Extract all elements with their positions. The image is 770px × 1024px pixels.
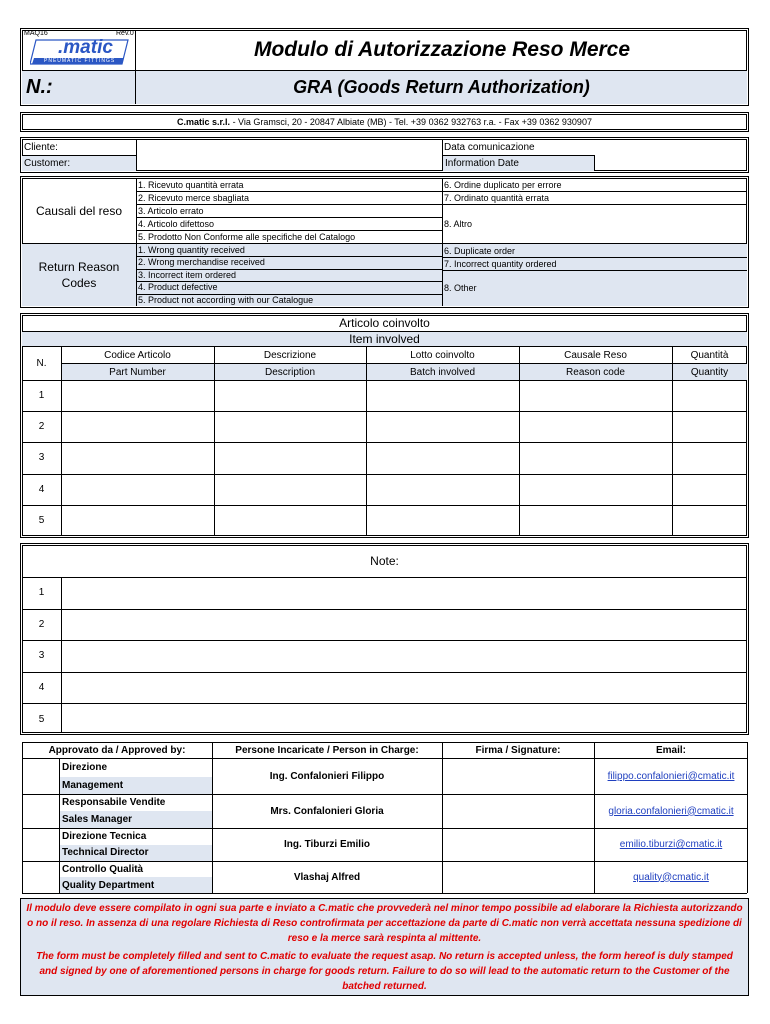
items-col-header-it: Descrizione <box>263 349 317 361</box>
approval-email-link[interactable]: filippo.confalonieri@cmatic.it <box>607 771 735 782</box>
items-cell-input[interactable] <box>215 381 365 410</box>
items-cell-input[interactable] <box>62 443 213 472</box>
items-cell-input[interactable] <box>520 475 671 504</box>
items-cell-input[interactable] <box>215 412 365 441</box>
revision: Rev.0 <box>116 30 134 37</box>
approval-header: Approvato da / Approved by: <box>48 744 186 756</box>
approval-role-en: Technical Director <box>60 845 212 862</box>
address-bar <box>20 112 749 132</box>
reason-it-item: 6. Ordine duplicato per errore <box>444 179 562 190</box>
doc-code: MAQ16 <box>24 30 48 37</box>
reason-en-item: 5. Product not according with our Catalogue <box>138 294 314 305</box>
items-col-header-en: Batch involved <box>409 366 476 378</box>
form-title: Modulo di Autorizzazione Reso Merce <box>253 38 631 61</box>
items-cell-input[interactable] <box>520 381 671 410</box>
items-col-header-it: Causale Reso <box>564 349 627 361</box>
approval-email-cell <box>595 794 747 828</box>
approval-header: Persone Incaricate / Person in Charge: <box>235 744 419 756</box>
items-title-it: Articolo coinvolto <box>339 316 430 330</box>
data-comunicazione-label: Data comunicazione <box>444 141 535 153</box>
approval-email-cell <box>595 759 747 794</box>
items-cell-input[interactable] <box>367 475 518 504</box>
approval-role-it: Direzione Tecnica <box>62 830 147 842</box>
approval-person: Mrs. Confalonieri Gloria <box>270 805 384 817</box>
items-cell-input[interactable] <box>215 443 365 472</box>
cliente-label: Cliente: <box>24 141 58 153</box>
cmatic-logo <box>30 38 130 68</box>
notes-row-number: 2 <box>38 618 45 630</box>
notes-input[interactable] <box>62 704 746 734</box>
approval-email-link[interactable]: emilio.tiburzi@cmatic.it <box>619 839 723 850</box>
approval-email-link[interactable]: gloria.confalonieri@cmatic.it <box>608 805 734 817</box>
items-col-header-it: Codice Articolo <box>104 349 171 361</box>
items-title-en: Item involved <box>349 331 420 346</box>
items-cell-input[interactable] <box>673 475 746 504</box>
reasons-it-title: Causali del reso <box>35 203 123 218</box>
items-col-header-it: Quantità <box>690 349 729 361</box>
approval-email-cell <box>595 828 747 861</box>
reason-en-item: 3. Incorrect item ordered <box>138 269 237 280</box>
items-cell-input[interactable] <box>62 506 213 535</box>
notes-input[interactable] <box>62 641 746 671</box>
footer-en-text: The form must be completely filled and sent to C.matic to evaluate the request asap. No return is accepted unless, the form hereof is duly stamped and signed by one of aforementioned persons in charge for goods return. Failure to do so will lead to the automatic return to the Customer of the batched returned. <box>36 951 733 992</box>
items-cell-input[interactable] <box>367 381 518 410</box>
logo-text: .matic <box>58 37 113 58</box>
notes-row-number: 1 <box>38 587 45 599</box>
reason-it-item: 1. Ricevuto quantità errata <box>138 179 244 190</box>
items-row-number: 4 <box>38 483 45 495</box>
items-cell-input[interactable] <box>215 475 365 504</box>
items-col-header-en: Reason code <box>566 366 625 378</box>
items-cell-input[interactable] <box>367 443 518 472</box>
footer-it-text: Il modulo deve essere compilato in ogni sua parte e inviato a C.matic che provvederà nel minor tempo possibile ad elaborare la Richiesta autorizzando o no il reso. In assenza di una regolare Richiesta di Reso controfirmata per accettazione da parte di C.matic non verrà accettata nessuna spedizione di reso e la merce sarà respinta al mittente. <box>26 903 743 944</box>
approval-email-cell <box>595 861 747 893</box>
notes-title: Note: <box>370 554 399 568</box>
information-date-label: Information Date <box>443 156 594 171</box>
items-cell-input[interactable] <box>520 443 671 472</box>
company-details: - Via Gramsci, 20 - 20847 Albiate (MB) - Tel. +39 0362 932763 r.a. - Fax +39 0362 930907 <box>230 117 592 127</box>
items-col-header-it: Lotto coinvolto <box>410 349 475 361</box>
approval-email-link[interactable]: quality@cmatic.it <box>633 871 709 883</box>
items-cell-input[interactable] <box>673 381 746 410</box>
items-cell-input[interactable] <box>62 381 213 410</box>
items-col-header-en: Part Number <box>109 366 166 378</box>
company-name: C.matic s.r.l. <box>177 117 231 127</box>
notes-input[interactable] <box>62 610 746 640</box>
signature-field[interactable] <box>443 862 593 892</box>
items-cell-input[interactable] <box>62 412 213 441</box>
approval-person: Ing. Confalonieri Filippo <box>269 771 385 782</box>
items-cell-input[interactable] <box>520 412 671 441</box>
items-cell-input[interactable] <box>367 412 518 441</box>
notes-row-number: 5 <box>38 713 45 725</box>
approval-person: Ing. Tiburzi Emilio <box>284 839 370 850</box>
items-row-number: 5 <box>38 514 45 526</box>
logo-subtext: PNEUMATIC FITTINGS <box>44 58 116 64</box>
approval-person: Vlashaj Alfred <box>293 871 361 883</box>
notes-row-number: 4 <box>38 682 45 694</box>
customer-label: Customer: <box>22 156 136 171</box>
approval-role-it: Responsabile Vendite <box>62 797 166 808</box>
notes-input[interactable] <box>62 578 746 608</box>
reason-en-item: 2. Wrong merchandise received <box>138 257 265 268</box>
items-cell-input[interactable] <box>520 506 671 535</box>
signature-field[interactable] <box>443 795 593 827</box>
number-label: N.: <box>26 76 53 98</box>
reason-en-item: 8. Other <box>444 283 477 293</box>
number-field[interactable] <box>22 71 135 104</box>
approval-role-it: Controllo Qualità <box>62 863 144 875</box>
approval-role-it: Direzione <box>62 762 108 774</box>
items-cell-input[interactable] <box>673 506 746 535</box>
items-cell-input[interactable] <box>215 506 365 535</box>
items-cell-input[interactable] <box>367 506 518 535</box>
reason-it-item: 8. Altro <box>444 218 473 229</box>
reasons-en-title: Return Reason Codes <box>38 260 120 290</box>
approval-role-en: Quality Department <box>60 877 212 893</box>
date-input[interactable] <box>595 156 747 171</box>
reason-en-item: 4. Product defective <box>138 282 218 293</box>
approval-header: Firma / Signature: <box>475 744 561 756</box>
items-n-header: N. <box>36 358 47 369</box>
items-col-header-en: Quantity <box>690 366 729 378</box>
approval-role-en: Management <box>60 777 212 795</box>
reason-it-item: 4. Articolo difettoso <box>138 218 215 229</box>
reason-it-item: 2. Ricevuto merce sbagliata <box>138 192 250 203</box>
reason-en-item: 7. Incorrect quantity ordered <box>444 258 557 269</box>
items-cell-input[interactable] <box>673 412 746 441</box>
items-cell-input[interactable] <box>62 475 213 504</box>
reason-en-item: 1. Wrong quantity received <box>138 245 245 255</box>
reason-it-item: 5. Prodotto Non Conforme alle specifiche del Catalogo <box>138 231 356 242</box>
approval-header: Email: <box>655 744 686 756</box>
form-subtitle: GRA (Goods Return Authorization) <box>136 71 747 104</box>
reason-en-item: 6. Duplicate order <box>444 245 516 256</box>
items-row-number: 1 <box>38 390 45 402</box>
reason-it-item: 7. Ordinato quantità errata <box>444 192 550 203</box>
customer-input[interactable] <box>137 139 442 171</box>
items-row-number: 3 <box>38 452 45 464</box>
signature-field[interactable] <box>443 760 593 793</box>
items-cell-input[interactable] <box>673 443 746 472</box>
signature-field[interactable] <box>443 829 593 860</box>
reason-it-item: 3. Articolo errato <box>138 205 204 216</box>
approval-role-en: Sales Manager <box>60 811 212 828</box>
items-col-header-en: Description <box>264 366 316 378</box>
notes-input[interactable] <box>62 673 746 703</box>
notes-row-number: 3 <box>38 650 45 662</box>
items-row-number: 2 <box>38 421 45 433</box>
